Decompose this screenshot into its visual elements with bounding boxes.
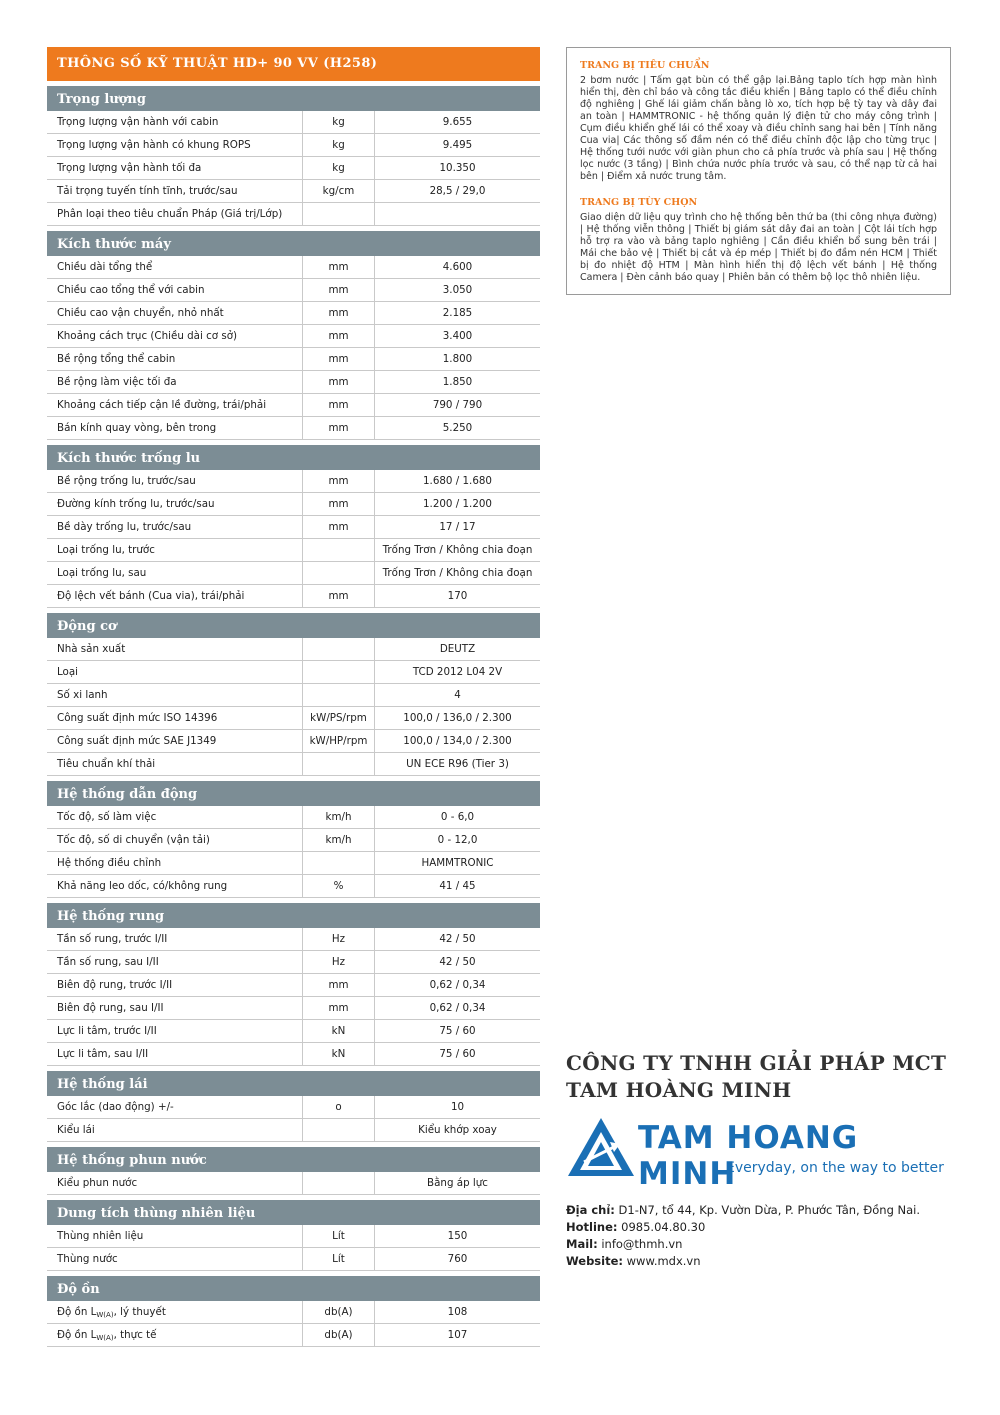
website-line [566, 1253, 966, 1270]
spec-row [47, 371, 540, 394]
company-logo [566, 1116, 966, 1192]
spec-value: 0 - 12,0 [437, 834, 478, 846]
spec-row [47, 829, 540, 852]
spec-value: 75 / 60 [439, 1048, 476, 1060]
spec-row [47, 302, 540, 325]
logo-tagline: Everyday, on the way to better [726, 1160, 944, 1176]
spec-row [47, 279, 540, 302]
spec-row [47, 852, 540, 875]
spec-label: Bán kính quay vòng, bên trong [47, 417, 303, 439]
spec-row [47, 730, 540, 753]
spec-unit: mm [303, 997, 375, 1019]
spec-unit: mm [303, 585, 375, 607]
spec-value: 1.800 [442, 353, 473, 365]
spec-label: Chiều cao vận chuyển, nhỏ nhất [47, 302, 303, 324]
hotline-label: Hotline: [566, 1220, 618, 1234]
spec-unit: kg [303, 111, 375, 133]
spec-label-subscript: W(A) [96, 1311, 114, 1319]
spec-value: 0,62 / 0,34 [429, 1002, 486, 1014]
spec-value: Kiểu khớp xoay [418, 1124, 497, 1136]
spec-unit: kW/HP/rpm [303, 730, 375, 752]
spec-row [47, 1248, 540, 1271]
spec-row [47, 875, 540, 898]
spec-row [47, 707, 540, 730]
spec-row [47, 585, 540, 608]
spec-label: Hệ thống điều chỉnh [47, 852, 303, 874]
spec-label: Tần số rung, trước I/II [47, 928, 303, 950]
section-header: Hệ thống rung [47, 903, 540, 928]
spec-label: Tốc độ, số làm việc [47, 806, 303, 828]
spec-unit [303, 638, 375, 660]
spec-row [47, 417, 540, 440]
spec-label-suffix: , thực tế [113, 1329, 157, 1341]
spec-unit: kW/PS/rpm [303, 707, 375, 729]
spec-label: Khả năng leo dốc, có/không rung [47, 875, 303, 897]
spec-value: TCD 2012 L04 2V [412, 666, 503, 678]
spec-label: Tải trọng tuyến tính tĩnh, trước/sau [47, 180, 303, 202]
spec-value: 170 [447, 590, 468, 602]
spec-unit: mm [303, 371, 375, 393]
spec-row [47, 470, 540, 493]
logo-brand-text: TAM HOANG MINH [638, 1120, 859, 1192]
spec-unit [303, 684, 375, 706]
spec-label: Đường kính trống lu, trước/sau [47, 493, 303, 515]
spec-row [47, 1096, 540, 1119]
spec-unit [303, 1119, 375, 1141]
spec-label: Trọng lượng vận hành tối đa [47, 157, 303, 179]
spec-row [47, 493, 540, 516]
spec-label: Phân loại theo tiêu chuẩn Pháp (Giá trị/Lớp) [47, 203, 303, 225]
mail-label: Mail: [566, 1237, 598, 1251]
spec-unit: mm [303, 279, 375, 301]
spec-table [47, 47, 540, 1347]
spec-unit: mm [303, 417, 375, 439]
spec-label-text: Độ ồn L [57, 1306, 97, 1318]
spec-label: Nhà sản xuất [47, 638, 303, 660]
spec-label: Biên độ rung, trước I/II [47, 974, 303, 996]
spec-unit: db(A) [303, 1324, 375, 1346]
section-header: Động cơ [47, 613, 540, 638]
spec-label: Thùng nhiên liệu [47, 1225, 303, 1247]
spec-unit: mm [303, 302, 375, 324]
spec-unit: db(A) [303, 1301, 375, 1323]
spec-row [47, 1043, 540, 1066]
spec-label [47, 1324, 303, 1346]
spec-unit: % [303, 875, 375, 897]
spec-value: 28,5 / 29,0 [429, 185, 486, 197]
spec-unit: mm [303, 493, 375, 515]
spec-row [47, 1324, 540, 1347]
spec-label [47, 1301, 303, 1323]
spec-unit: mm [303, 256, 375, 278]
spec-value: 108 [447, 1306, 468, 1318]
spec-row [47, 325, 540, 348]
company-name-line2: TAM HOÀNG MINH [566, 1078, 792, 1102]
spec-title: THÔNG SỐ KỸ THUẬT HD+ 90 VV (H258) [47, 47, 540, 81]
spec-row [47, 997, 540, 1020]
spec-unit: km/h [303, 806, 375, 828]
spec-label: Lực li tâm, trước I/II [47, 1020, 303, 1042]
spec-unit: mm [303, 470, 375, 492]
spec-value: 42 / 50 [439, 933, 476, 945]
spec-label: Loại trống lu, sau [47, 562, 303, 584]
spec-value: 10.350 [439, 162, 476, 174]
spec-label: Biên độ rung, sau I/II [47, 997, 303, 1019]
spec-label-subscript: W(A) [96, 1334, 114, 1342]
spec-label: Độ lệch vết bánh (Cua via), trái/phải [47, 585, 303, 607]
spec-label-suffix: , lý thuyết [113, 1306, 166, 1318]
spec-value: 2.185 [442, 307, 473, 319]
spec-sections [47, 86, 540, 1347]
spec-label: Loại [47, 661, 303, 683]
spec-row [47, 1020, 540, 1043]
spec-label: Chiều cao tổng thể với cabin [47, 279, 303, 301]
spec-value: DEUTZ [439, 643, 476, 655]
section-header: Hệ thống lái [47, 1071, 540, 1096]
spec-label: Bề rộng trống lu, trước/sau [47, 470, 303, 492]
section-header: Kích thước máy [47, 231, 540, 256]
spec-label: Tốc độ, số di chuyển (vận tải) [47, 829, 303, 851]
spec-label: Công suất định mức SAE J1349 [47, 730, 303, 752]
section-header: Độ ồn [47, 1276, 540, 1301]
spec-row [47, 111, 540, 134]
spec-unit [303, 661, 375, 683]
spec-label: Góc lắc (dao động) +/- [47, 1096, 303, 1118]
spec-label: Thùng nước [47, 1248, 303, 1270]
spec-value: 0,62 / 0,34 [429, 979, 486, 991]
spec-label: Trọng lượng vận hành với cabin [47, 111, 303, 133]
contact-info [566, 1202, 966, 1270]
optional-equipment-title: TRANG BỊ TÙY CHỌN [580, 197, 698, 208]
spec-label: Khoảng cách trục (Chiều dài cơ sở) [47, 325, 303, 347]
optional-equipment-text: Giao diện dữ liệu quy trình cho hệ thống bên thứ ba (thi công nhựa đường) | Hệ thống viễn thông | Thiết bị giám sát dây đai an toàn | Cột lái tích hợp hỗ trợ ra vào và bảng taplo nghiêng | Cần điều khiển bổ sung bên trái | Mái che bảo vệ | Thiết bị cắt và ép mép | Thiết bị đo đầm nén HCM | Thiết bị đo nhiệt độ HTM | Màn hình hiển thị độ lệch vết bánh | Hệ thống Camera | Đèn cảnh báo quay | Phiên bản có thêm bộ lọc thô nhiên liệu. [580, 212, 937, 283]
section-header: Dung tích thùng nhiên liệu [47, 1200, 540, 1225]
spec-row [47, 1119, 540, 1142]
spec-row [47, 539, 540, 562]
spec-value: 9.655 [442, 116, 473, 128]
spec-row [47, 394, 540, 417]
spec-value: 790 / 790 [432, 399, 483, 411]
equipment-box [566, 47, 951, 295]
spec-value: 3.050 [442, 284, 473, 296]
spec-value: 5.250 [442, 422, 473, 434]
section-header: Kích thước trống lu [47, 445, 540, 470]
spec-label: Bề rộng làm việc tối đa [47, 371, 303, 393]
company-block [566, 1050, 966, 1270]
spec-value: 17 / 17 [439, 521, 476, 533]
spec-unit: Hz [303, 951, 375, 973]
spec-unit: mm [303, 325, 375, 347]
spec-row [47, 348, 540, 371]
spec-label: Chiều dài tổng thể [47, 256, 303, 278]
spec-unit [303, 753, 375, 775]
spec-row [47, 1301, 540, 1324]
spec-row [47, 516, 540, 539]
spec-unit: km/h [303, 829, 375, 851]
address-value: D1-N7, tổ 44, Kp. Vườn Dừa, P. Phước Tân, Đồng Nai. [618, 1203, 921, 1217]
spec-unit: kg [303, 157, 375, 179]
spec-unit: Lít [303, 1225, 375, 1247]
spec-label-text: Độ ồn L [57, 1329, 97, 1341]
hotline-value[interactable]: 0985.04.80.30 [621, 1220, 706, 1234]
spec-unit: mm [303, 974, 375, 996]
spec-value: 0 - 6,0 [440, 811, 475, 823]
spec-row [47, 684, 540, 707]
address-label: Địa chỉ: [566, 1203, 615, 1217]
spec-value: 760 [447, 1253, 468, 1265]
spec-unit: kg [303, 134, 375, 156]
spec-value: 100,0 / 134,0 / 2.300 [403, 735, 512, 747]
spec-row [47, 1172, 540, 1195]
spec-value: 4 [454, 689, 461, 701]
spec-unit [303, 1172, 375, 1194]
spec-value: 107 [447, 1329, 468, 1341]
spec-unit [303, 562, 375, 584]
spec-value: 4.600 [442, 261, 473, 273]
spec-row [47, 157, 540, 180]
spec-row [47, 562, 540, 585]
spec-unit: Lít [303, 1248, 375, 1270]
spec-unit: kN [303, 1043, 375, 1065]
spec-row [47, 1225, 540, 1248]
spec-label: Bề dày trống lu, trước/sau [47, 516, 303, 538]
mail-line [566, 1236, 966, 1253]
spec-value: 41 / 45 [439, 880, 476, 892]
spec-label: Trọng lượng vận hành có khung ROPS [47, 134, 303, 156]
spec-label: Công suất định mức ISO 14396 [47, 707, 303, 729]
spec-label: Kiểu lái [47, 1119, 303, 1141]
spec-value: 1.680 / 1.680 [423, 475, 492, 487]
spec-value: Trống Trơn / Không chia đoạn [382, 567, 533, 579]
website-label: Website: [566, 1254, 623, 1268]
spec-value: HAMMTRONIC [421, 857, 494, 869]
address-line [566, 1202, 966, 1219]
spec-unit [303, 852, 375, 874]
spec-value: 42 / 50 [439, 956, 476, 968]
spec-value: UN ECE R96 (Tier 3) [406, 758, 509, 770]
spec-row [47, 256, 540, 279]
section-header: Hệ thống dẫn động [47, 781, 540, 806]
spec-unit: mm [303, 394, 375, 416]
spec-row [47, 951, 540, 974]
spec-row [47, 638, 540, 661]
spec-unit: mm [303, 348, 375, 370]
standard-equipment-title: TRANG BỊ TIÊU CHUẨN [580, 60, 710, 71]
spec-row [47, 180, 540, 203]
spec-value: 10 [450, 1101, 465, 1113]
spec-value: 100,0 / 136,0 / 2.300 [403, 712, 512, 724]
spec-row [47, 203, 540, 226]
spec-value: 75 / 60 [439, 1025, 476, 1037]
spec-label: Lực li tâm, sau I/II [47, 1043, 303, 1065]
spec-label: Loại trống lu, trước [47, 539, 303, 561]
hotline-line [566, 1219, 966, 1236]
spec-value: 150 [447, 1230, 468, 1242]
spec-label: Tần số rung, sau I/II [47, 951, 303, 973]
spec-label: Tiêu chuẩn khí thải [47, 753, 303, 775]
spec-value: Trống Trơn / Không chia đoạn [382, 544, 533, 556]
spec-row [47, 974, 540, 997]
spec-row [47, 806, 540, 829]
website-value[interactable]: www.mdx.vn [626, 1254, 701, 1268]
spec-label: Số xi lanh [47, 684, 303, 706]
spec-value: 1.200 / 1.200 [423, 498, 492, 510]
section-header: Trọng lượng [47, 86, 540, 111]
spec-row [47, 928, 540, 951]
spec-label: Khoảng cách tiếp cận lề đường, trái/phải [47, 394, 303, 416]
spec-unit: Hz [303, 928, 375, 950]
spec-label: Bề rộng tổng thể cabin [47, 348, 303, 370]
section-header: Hệ thống phun nước [47, 1147, 540, 1172]
spec-unit: kN [303, 1020, 375, 1042]
spec-unit: kg/cm [303, 180, 375, 202]
company-name-line1: CÔNG TY TNHH GIẢI PHÁP MCT [566, 1051, 947, 1075]
spec-label: Kiểu phun nước [47, 1172, 303, 1194]
spec-unit: o [303, 1096, 375, 1118]
spec-value: 1.850 [442, 376, 473, 388]
spec-row [47, 753, 540, 776]
mail-value[interactable]: info@thmh.vn [601, 1237, 683, 1251]
spec-value [375, 203, 540, 225]
spec-value: Bằng áp lực [427, 1177, 488, 1189]
spec-row [47, 134, 540, 157]
standard-equipment-text: 2 bơm nước | Tấm gạt bùn có thể gập lại.Bảng taplo tích hợp màn hình hiển thị, đèn chỉ báo và công tắc điều khiển | Bảng taplo có thể điều chỉnh độ nghiêng | Ghế lái giảm chấn bằng lò xo, tích hợp bệ tỳ tay và dây đai an toàn | HAMMTRONIC - hệ thống quản lý điện tử cho máy công trình | Cụm điều khiển ghế lái có thể xoay và điều chỉnh sang hai bên | Tính năng Cua via| Các thông số đầm nén có thể điều chỉnh độc lập cho từng trục | Hệ thống tưới nước với giàn phun cho cả phía trước và phía sau | Hệ thống lọc nước (3 tầng) | Bình chứa nước phía trước và sau, có thể nạp từ cả hai bên | Điểm xả nước trung tâm. [580, 75, 937, 182]
spec-unit [303, 203, 375, 225]
spec-row [47, 661, 540, 684]
spec-value: 9.495 [442, 139, 473, 151]
spec-unit: mm [303, 516, 375, 538]
spec-value: 3.400 [442, 330, 473, 342]
spec-unit [303, 539, 375, 561]
triangle-logo-icon [566, 1116, 636, 1178]
